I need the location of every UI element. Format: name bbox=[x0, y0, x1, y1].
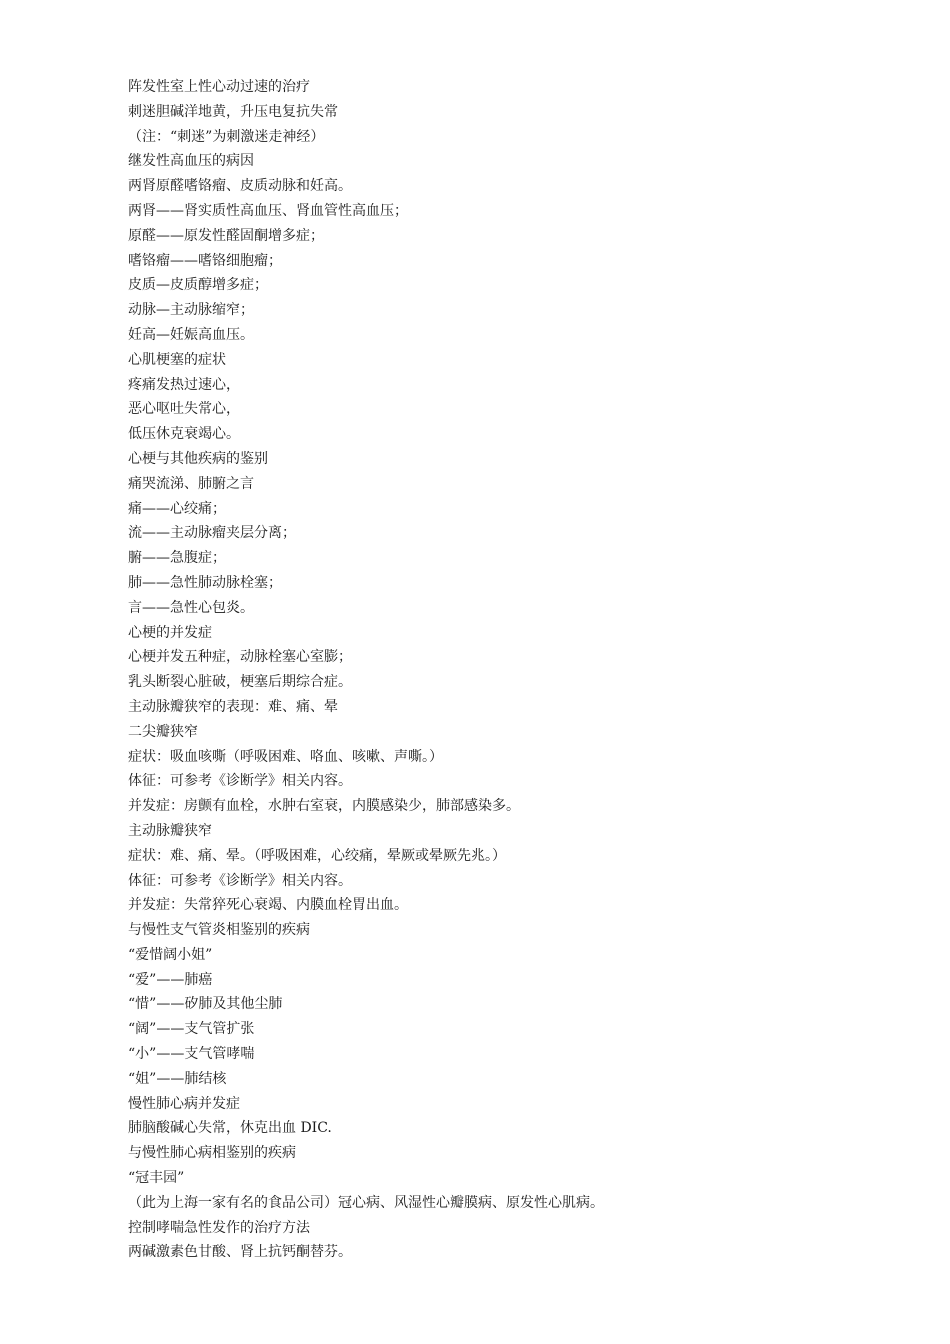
text-line: 动脉—主动脉缩窄； bbox=[128, 302, 254, 319]
text-line: 肺脑酸碱心失常，休克出血 DIC. bbox=[128, 1120, 332, 1137]
text-line: 并发症：失常猝死心衰竭、内膜血栓胃出血。 bbox=[128, 897, 408, 914]
document-body bbox=[128, 75, 888, 1265]
text-line: 妊高—妊娠高血压。 bbox=[128, 326, 254, 343]
text-line: 痛哭流涕、肺腑之言 bbox=[128, 475, 254, 492]
text-line: （此为上海一家有名的食品公司）冠心病、风湿性心瓣膜病、原发性心肌病。 bbox=[128, 1194, 604, 1211]
text-line: 两碱激素色甘酸、肾上抗钙酮替芬。 bbox=[128, 1244, 352, 1261]
text-line: “爱”——肺癌 bbox=[128, 971, 213, 988]
text-line: 心梗并发五种症，动脉栓塞心室膨； bbox=[128, 649, 352, 666]
text-line: 心肌梗塞的症状 bbox=[128, 351, 226, 368]
text-line: 体征：可参考《诊断学》相关内容。 bbox=[128, 773, 352, 790]
text-line: “阔”——支气管扩张 bbox=[128, 1021, 255, 1038]
text-line: 主动脉瓣狭窄的表现：难、痛、晕 bbox=[128, 698, 338, 715]
text-line: 皮质—皮质醇增多症； bbox=[128, 277, 268, 294]
text-line: “小”——支气管哮喘 bbox=[128, 1046, 255, 1063]
text-line: 阵发性室上性心动过速的治疗 bbox=[128, 79, 310, 95]
text-line: 两肾——肾实质性高血压、肾血管性高血压； bbox=[128, 202, 408, 219]
text-line: 慢性肺心病并发症 bbox=[128, 1095, 240, 1112]
text-line: “惜”——矽肺及其他尘肺 bbox=[128, 996, 283, 1013]
text-line: 恶心呕吐失常心， bbox=[128, 401, 240, 418]
text-line: 与慢性肺心病相鉴别的疾病 bbox=[128, 1145, 296, 1162]
text-line: “姐”——肺结核 bbox=[128, 1070, 227, 1087]
text-line: 与慢性支气管炎相鉴别的疾病 bbox=[128, 922, 310, 939]
text-line: 腑——急腹症； bbox=[128, 550, 226, 567]
text-line: 肺——急性肺动脉栓塞； bbox=[128, 574, 282, 591]
text-line: 原醛——原发性醛固酮增多症； bbox=[128, 227, 324, 244]
text-line: 两肾原醛嗜铬瘤、皮质动脉和妊高。 bbox=[128, 178, 352, 195]
text-line: （注：“刺迷”为刺激迷走神经） bbox=[128, 128, 325, 145]
text-line: 心梗的并发症 bbox=[128, 624, 212, 641]
text-line: 刺迷胆碱洋地黄，升压电复抗失常 bbox=[128, 103, 338, 120]
text-line: 症状：难、痛、晕。（呼吸困难，心绞痛，晕厥或晕厥先兆。） bbox=[128, 847, 506, 864]
text-line: 低压休克衰竭心。 bbox=[128, 426, 240, 443]
text-line: “冠丰园” bbox=[128, 1170, 185, 1187]
text-line: 痛——心绞痛； bbox=[128, 500, 226, 517]
text-line: 并发症：房颤有血栓，水肿右室衰，内膜感染少，肺部感染多。 bbox=[128, 798, 520, 815]
text-line: 流——主动脉瘤夹层分离； bbox=[128, 525, 296, 542]
text-line: “爱惜阔小姐” bbox=[128, 946, 213, 963]
text-line: 继发性高血压的病因 bbox=[128, 153, 254, 170]
text-line: 体征：可参考《诊断学》相关内容。 bbox=[128, 872, 352, 889]
text-line: 嗜铬瘤——嗜铬细胞瘤； bbox=[128, 252, 282, 269]
text-line: 二尖瓣狭窄 bbox=[128, 723, 198, 740]
text-line: 症状：吸血咳嘶（呼吸困难、咯血、咳嗽、声嘶。） bbox=[128, 748, 443, 765]
text-line: 心梗与其他疾病的鉴别 bbox=[128, 450, 268, 467]
text-line: 主动脉瓣狭窄 bbox=[128, 822, 212, 839]
text-line: 疼痛发热过速心， bbox=[128, 376, 240, 393]
text-line: 控制哮喘急性发作的治疗方法 bbox=[128, 1219, 310, 1236]
text-line: 乳头断裂心脏破，梗塞后期综合症。 bbox=[128, 674, 352, 691]
text-line: 言——急性心包炎。 bbox=[128, 599, 254, 616]
